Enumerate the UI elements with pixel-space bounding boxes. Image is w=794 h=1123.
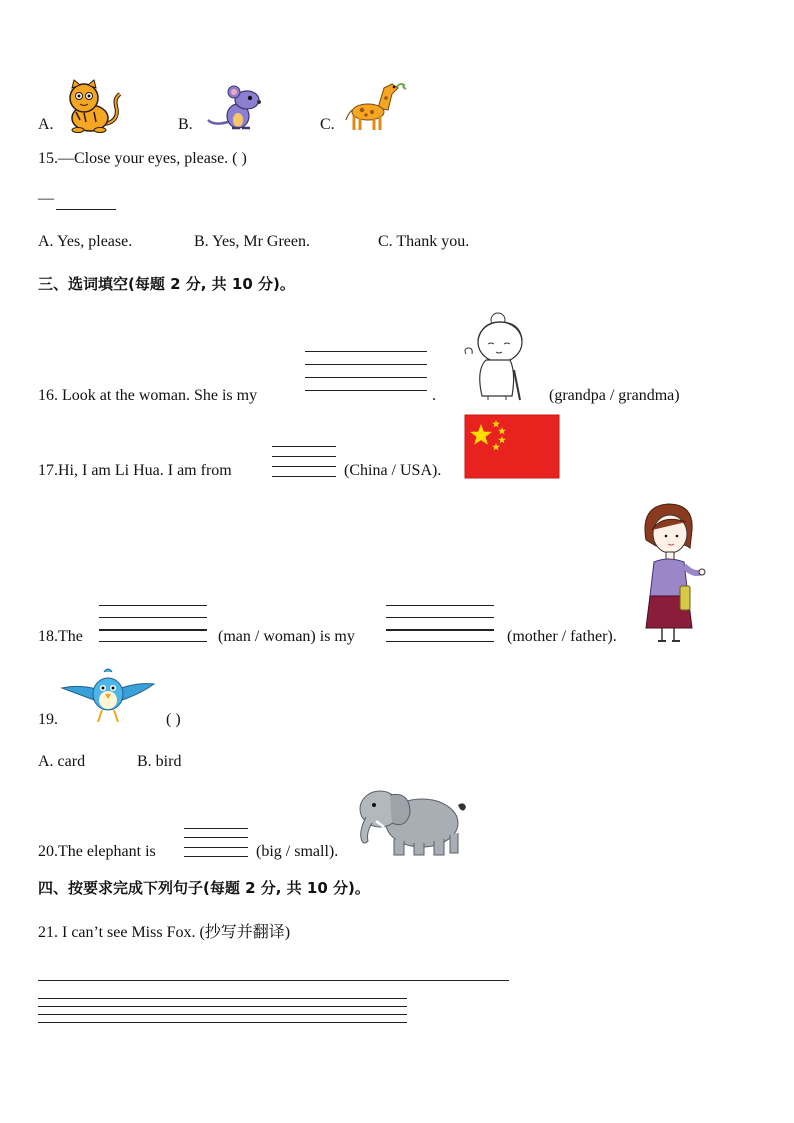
grandma-icon (462, 310, 532, 402)
q15-option-c: C. Thank you. (378, 233, 470, 250)
section-4-title: 四、按要求完成下列句子(每题 2 分, 共 10 分)。 (38, 879, 370, 897)
answer-dash: — (38, 190, 54, 207)
question-17-text: 17.Hi, I am Li Hua. I am from (38, 462, 232, 479)
question-19-number: 19. (38, 711, 58, 728)
q15-option-a: A. Yes, please. (38, 233, 133, 250)
option-b-label: B. (178, 116, 193, 133)
answer-parentheses[interactable]: ( ) (166, 711, 181, 728)
q19-option-a: A. card (38, 753, 86, 770)
option-a-label: A. (38, 116, 54, 133)
answer-line[interactable] (38, 980, 509, 981)
question-21-text: 21. I can’t see Miss Fox. (抄写并翻译) (38, 924, 291, 941)
q19-option-b: B. bird (137, 753, 182, 770)
bird-icon (60, 664, 156, 726)
q16-choices: (grandpa / grandma) (549, 387, 680, 404)
option-c-label: C. (320, 116, 335, 133)
question-18-middle: (man / woman) is my (218, 628, 355, 645)
question-15-text: 15.—Close your eyes, please. ( ) (38, 150, 247, 167)
giraffe-icon (344, 78, 410, 132)
answer-writing-lines[interactable] (38, 998, 407, 1024)
sentence-period: . (432, 387, 436, 404)
answer-writing-lines[interactable] (305, 351, 427, 393)
question-20-text: 20.The elephant is (38, 843, 156, 860)
answer-blank[interactable] (56, 209, 116, 210)
q20-choices: (big / small). (256, 843, 339, 860)
answer-writing-lines[interactable] (386, 605, 494, 643)
answer-writing-lines[interactable] (99, 605, 207, 643)
tiger-icon (62, 80, 124, 132)
elephant-icon (354, 783, 468, 859)
china-flag-icon (465, 415, 559, 478)
question-16-text: 16. Look at the woman. She is my (38, 387, 258, 404)
q18-choices: (mother / father). (507, 628, 617, 645)
question-18-prefix: 18.The (38, 628, 83, 645)
answer-writing-lines[interactable] (272, 446, 336, 478)
answer-writing-lines[interactable] (184, 828, 248, 858)
woman-icon (640, 500, 706, 646)
q17-choices: (China / USA). (344, 462, 442, 479)
mouse-icon (206, 86, 266, 132)
q15-option-b: B. Yes, Mr Green. (194, 233, 310, 250)
section-3-title: 三、选词填空(每题 2 分, 共 10 分)。 (38, 275, 295, 293)
